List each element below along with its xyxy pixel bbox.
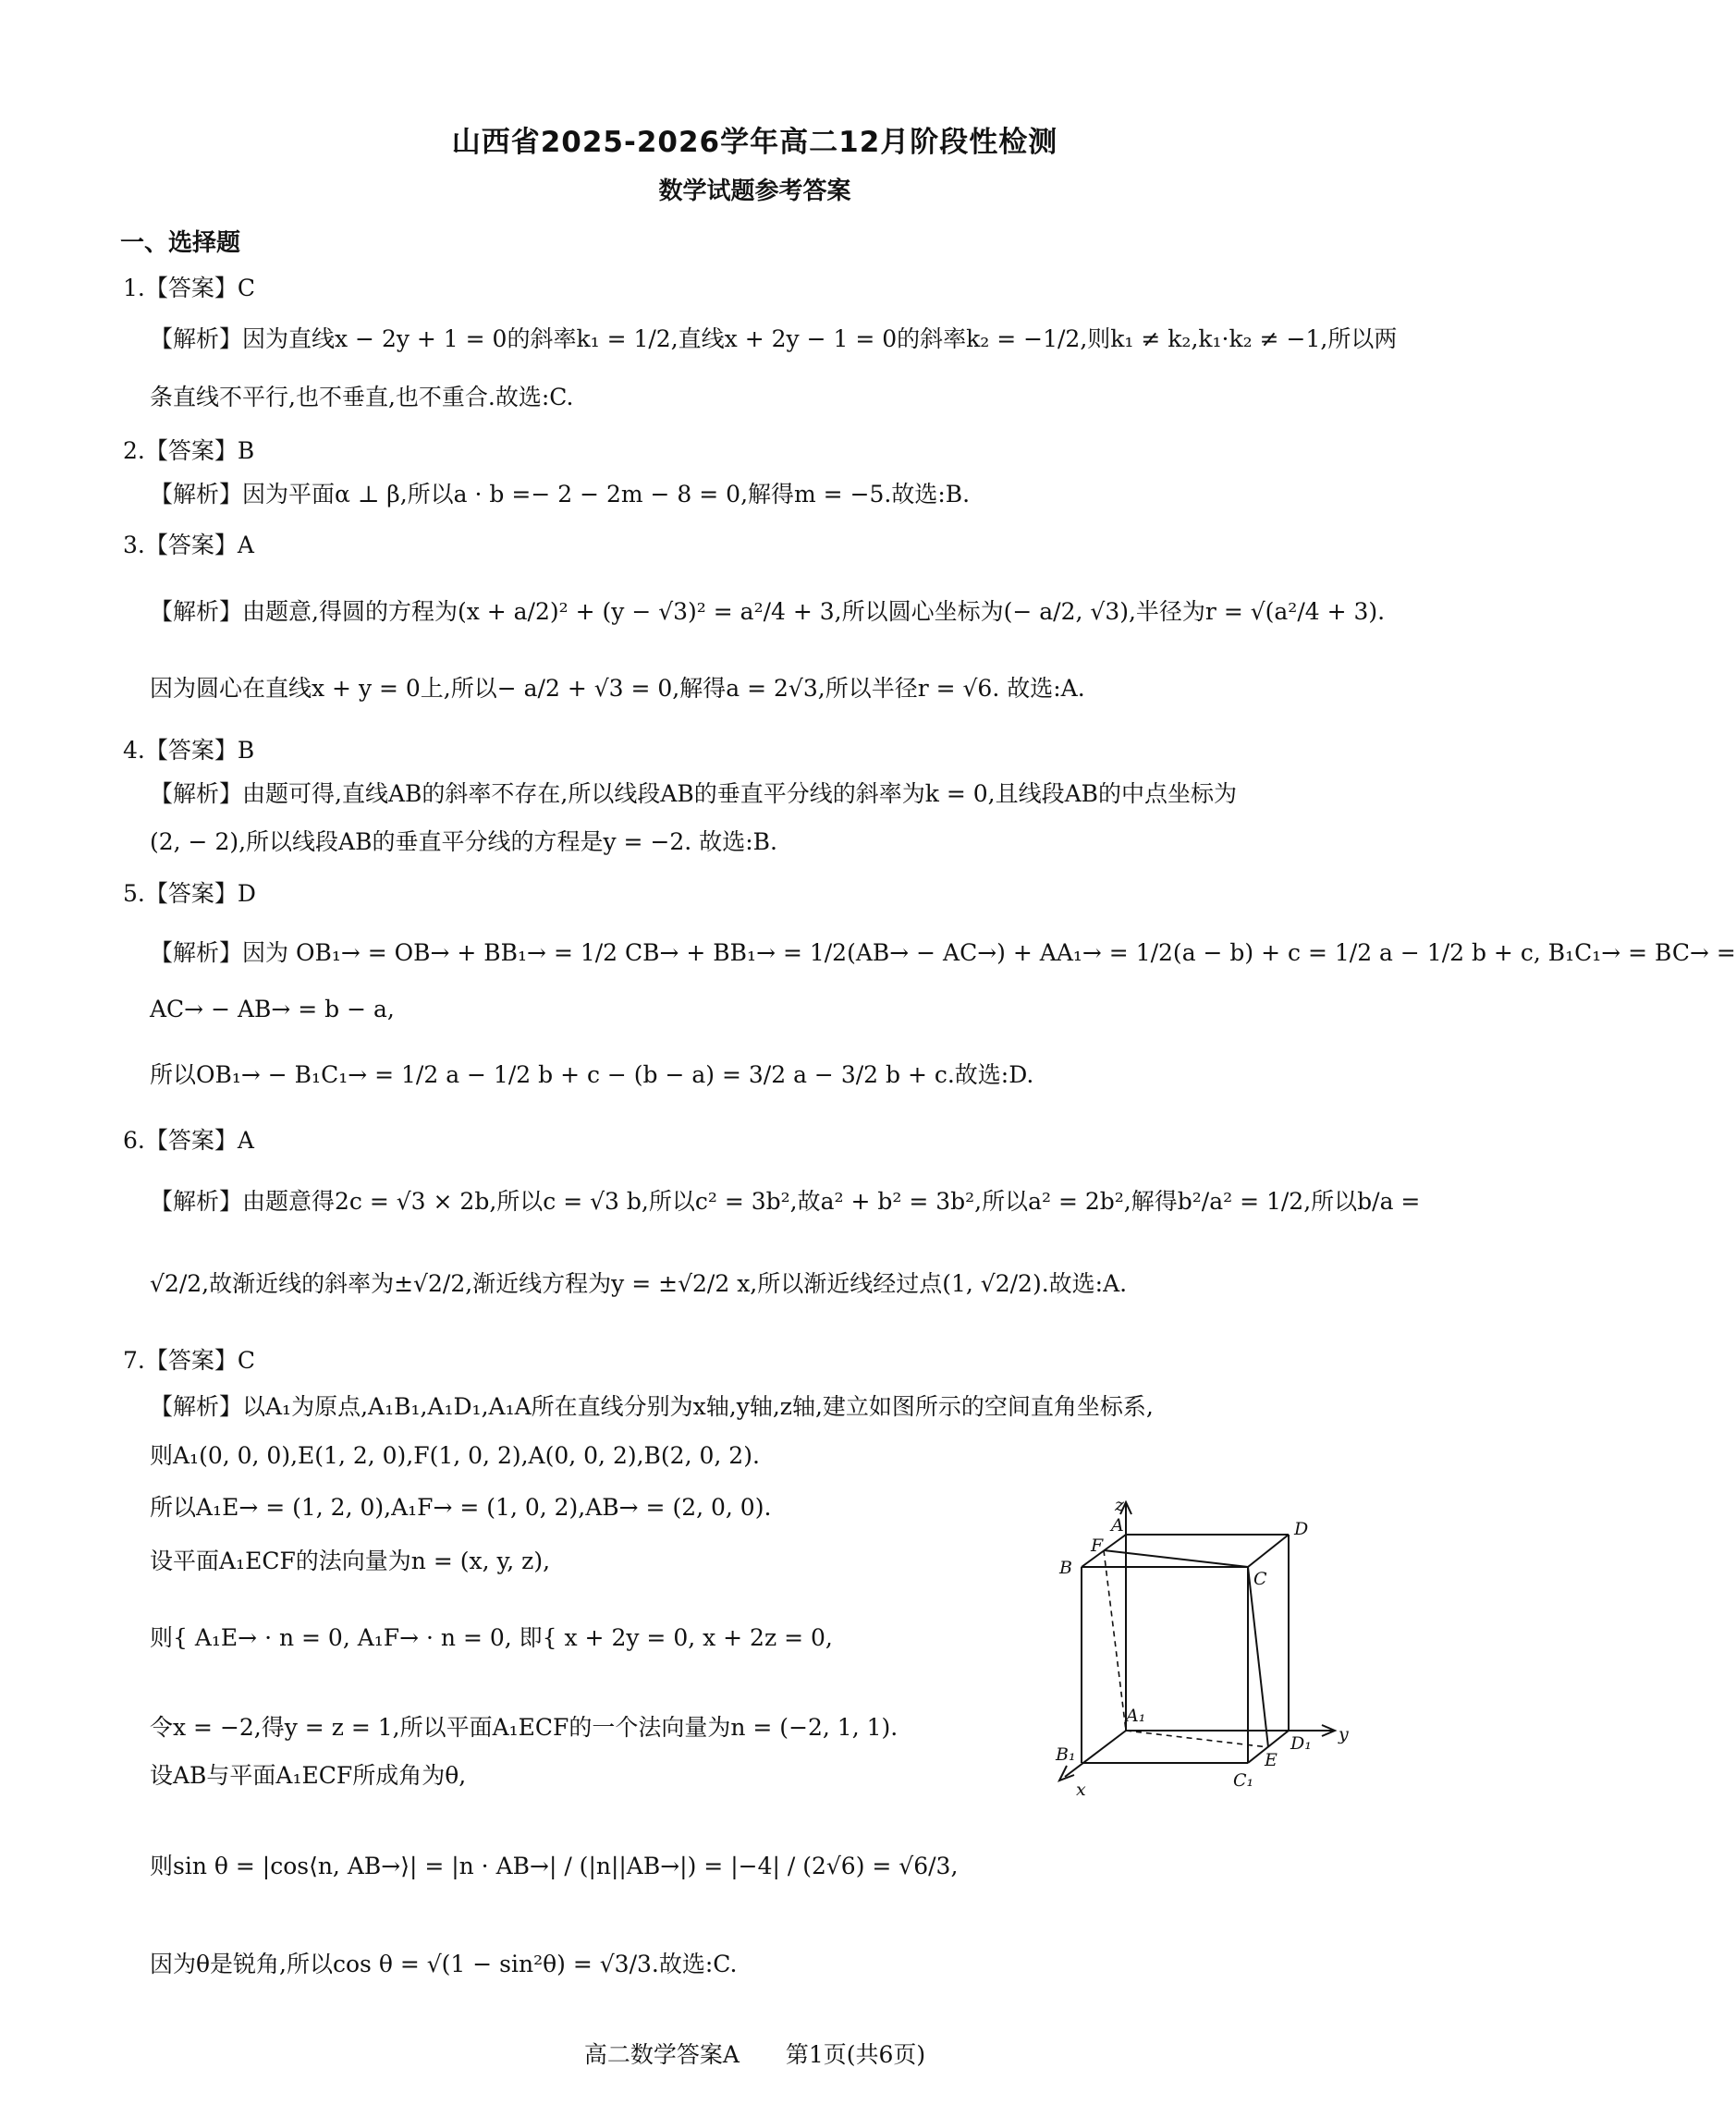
- q3-explanation-line-1: 【解析】由题意,得圆的方程为(x + a/2)² + (y − √3)² = a²/4 + 3,所以圆心坐标为(− a/2, √3),半径为r = √(a²/4 + 3).: [150, 598, 1386, 625]
- q1-explanation-line-2: 条直线不平行,也不垂直,也不重合.故选:C.: [150, 384, 574, 410]
- q7-explanation-line-5: 则{ A₁E→ · n = 0, A₁F→ · n = 0, 即{ x + 2y = 0, x + 2z = 0,: [150, 1624, 833, 1651]
- q7-explanation-line-6: 令x = −2,得y = z = 1,所以平面A₁ECF的一个法向量为n = (−2, 1, 1).: [150, 1714, 899, 1741]
- q2-answer: 2.【答案】B: [123, 437, 255, 464]
- q3-answer: 3.【答案】A: [123, 532, 254, 558]
- q7-explanation-line-8: 则sin θ = |cos⟨n, AB→⟩| = |n · AB→| / (|n||AB→|) = |−4| / (2√6) = √6/3,: [150, 1853, 959, 1879]
- label-A: A: [1111, 1515, 1124, 1536]
- label-D1: D₁: [1290, 1733, 1312, 1754]
- q2-explanation-line-1: 【解析】因为平面α ⊥ β,所以a · b =− 2 − 2m − 8 = 0,解得m = −5.故选:B.: [150, 481, 971, 508]
- label-C: C: [1253, 1569, 1267, 1589]
- label-x: x: [1076, 1780, 1086, 1800]
- label-E: E: [1265, 1750, 1278, 1770]
- q7-explanation-line-2: 则A₁(0, 0, 0),E(1, 2, 0),F(1, 0, 2),A(0, 0, 2),B(2, 0, 2).: [150, 1442, 760, 1469]
- q3-explanation-line-2: 因为圆心在直线x + y = 0上,所以− a/2 + √3 = 0,解得a = 2√3,所以半径r = √6. 故选:A.: [150, 675, 1085, 702]
- label-C1: C₁: [1233, 1770, 1254, 1791]
- label-z: z: [1115, 1495, 1125, 1515]
- label-A1: A₁: [1126, 1706, 1146, 1726]
- q7-explanation-line-3: 所以A₁E→ = (1, 2, 0),A₁F→ = (1, 0, 2),AB→ = (2, 0, 0).: [150, 1494, 772, 1521]
- q1-answer: 1.【答案】C: [123, 275, 255, 301]
- section-heading: 一、选择题: [120, 229, 241, 257]
- page-subtitle: 数学试题参考答案: [658, 177, 851, 205]
- q6-explanation-line-2: √2/2,故渐近线的斜率为±√2/2,渐近线方程为y = ±√2/2 x,所以渐近线经过点(1, √2/2).故选:A.: [150, 1270, 1128, 1297]
- q5-explanation-line-1: 【解析】因为 OB₁→ = OB→ + BB₁→ = 1/2 CB→ + BB₁→ = 1/2(AB→ − AC→) + AA₁→ = 1/2(a − b) + c = 1/2 a − 1/2 b + c, B₁C₁→ = BC→ =: [150, 939, 1736, 966]
- label-F: F: [1091, 1536, 1104, 1556]
- page-title: 山西省2025-2026学年高二12月阶段性检测: [451, 126, 1058, 159]
- q5-explanation-line-2: AC→ − AB→ = b − a,: [150, 996, 395, 1022]
- x-axis-arrow: [1059, 1766, 1074, 1780]
- q7-answer: 7.【答案】C: [123, 1347, 255, 1374]
- edge-CD: [1248, 1535, 1289, 1567]
- segment-CE: [1248, 1567, 1268, 1747]
- q7-explanation-line-4: 设平面A₁ECF的法向量为n = (x, y, z),: [150, 1548, 551, 1574]
- cube-diagram: [1045, 1495, 1387, 1803]
- label-B: B: [1059, 1558, 1072, 1578]
- label-B1: B₁: [1056, 1744, 1076, 1765]
- page-footer: 高二数学答案A 第1页(共6页): [583, 2041, 926, 2068]
- cube-coordinate-figure: [1045, 1495, 1387, 1803]
- q5-answer: 5.【答案】D: [123, 880, 256, 907]
- q7-explanation-line-9: 因为θ是锐角,所以cos θ = √(1 − sin²θ) = √3/3.故选:C.: [150, 1951, 738, 1977]
- q6-answer: 6.【答案】A: [123, 1127, 254, 1154]
- q4-explanation-line-1: 【解析】由题可得,直线AB的斜率不存在,所以线段AB的垂直平分线的斜率为k = 0,且线段AB的中点坐标为: [150, 780, 1238, 807]
- q6-explanation-line-1: 【解析】由题意得2c = √3 × 2b,所以c = √3 b,所以c² = 3b²,故a² + b² = 3b²,所以a² = 2b²,解得b²/a² = 1/2,所以b/a =: [150, 1188, 1421, 1215]
- label-y: y: [1339, 1724, 1349, 1744]
- segment-FA1: [1104, 1550, 1126, 1731]
- q4-answer: 4.【答案】B: [123, 737, 255, 764]
- q5-explanation-line-3: 所以OB₁→ − B₁C₁→ = 1/2 a − 1/2 b + c − (b − a) = 3/2 a − 3/2 b + c.故选:D.: [150, 1061, 1034, 1088]
- segment-A1E: [1126, 1731, 1268, 1747]
- q7-explanation-line-1: 【解析】以A₁为原点,A₁B₁,A₁D₁,A₁A所在直线分别为x轴,y轴,z轴,建立如图所示的空间直角坐标系,: [150, 1393, 1154, 1420]
- label-D: D: [1294, 1519, 1309, 1539]
- q4-explanation-line-2: (2, − 2),所以线段AB的垂直平分线的方程是y = −2. 故选:B.: [150, 828, 777, 855]
- q1-explanation-line-1: 【解析】因为直线x − 2y + 1 = 0的斜率k₁ = 1/2,直线x + 2y − 1 = 0的斜率k₂ = −1/2,则k₁ ≠ k₂,k₁·k₂ ≠ −1,所以两: [150, 325, 1398, 352]
- q7-explanation-line-7: 设AB与平面A₁ECF所成角为θ,: [150, 1762, 467, 1789]
